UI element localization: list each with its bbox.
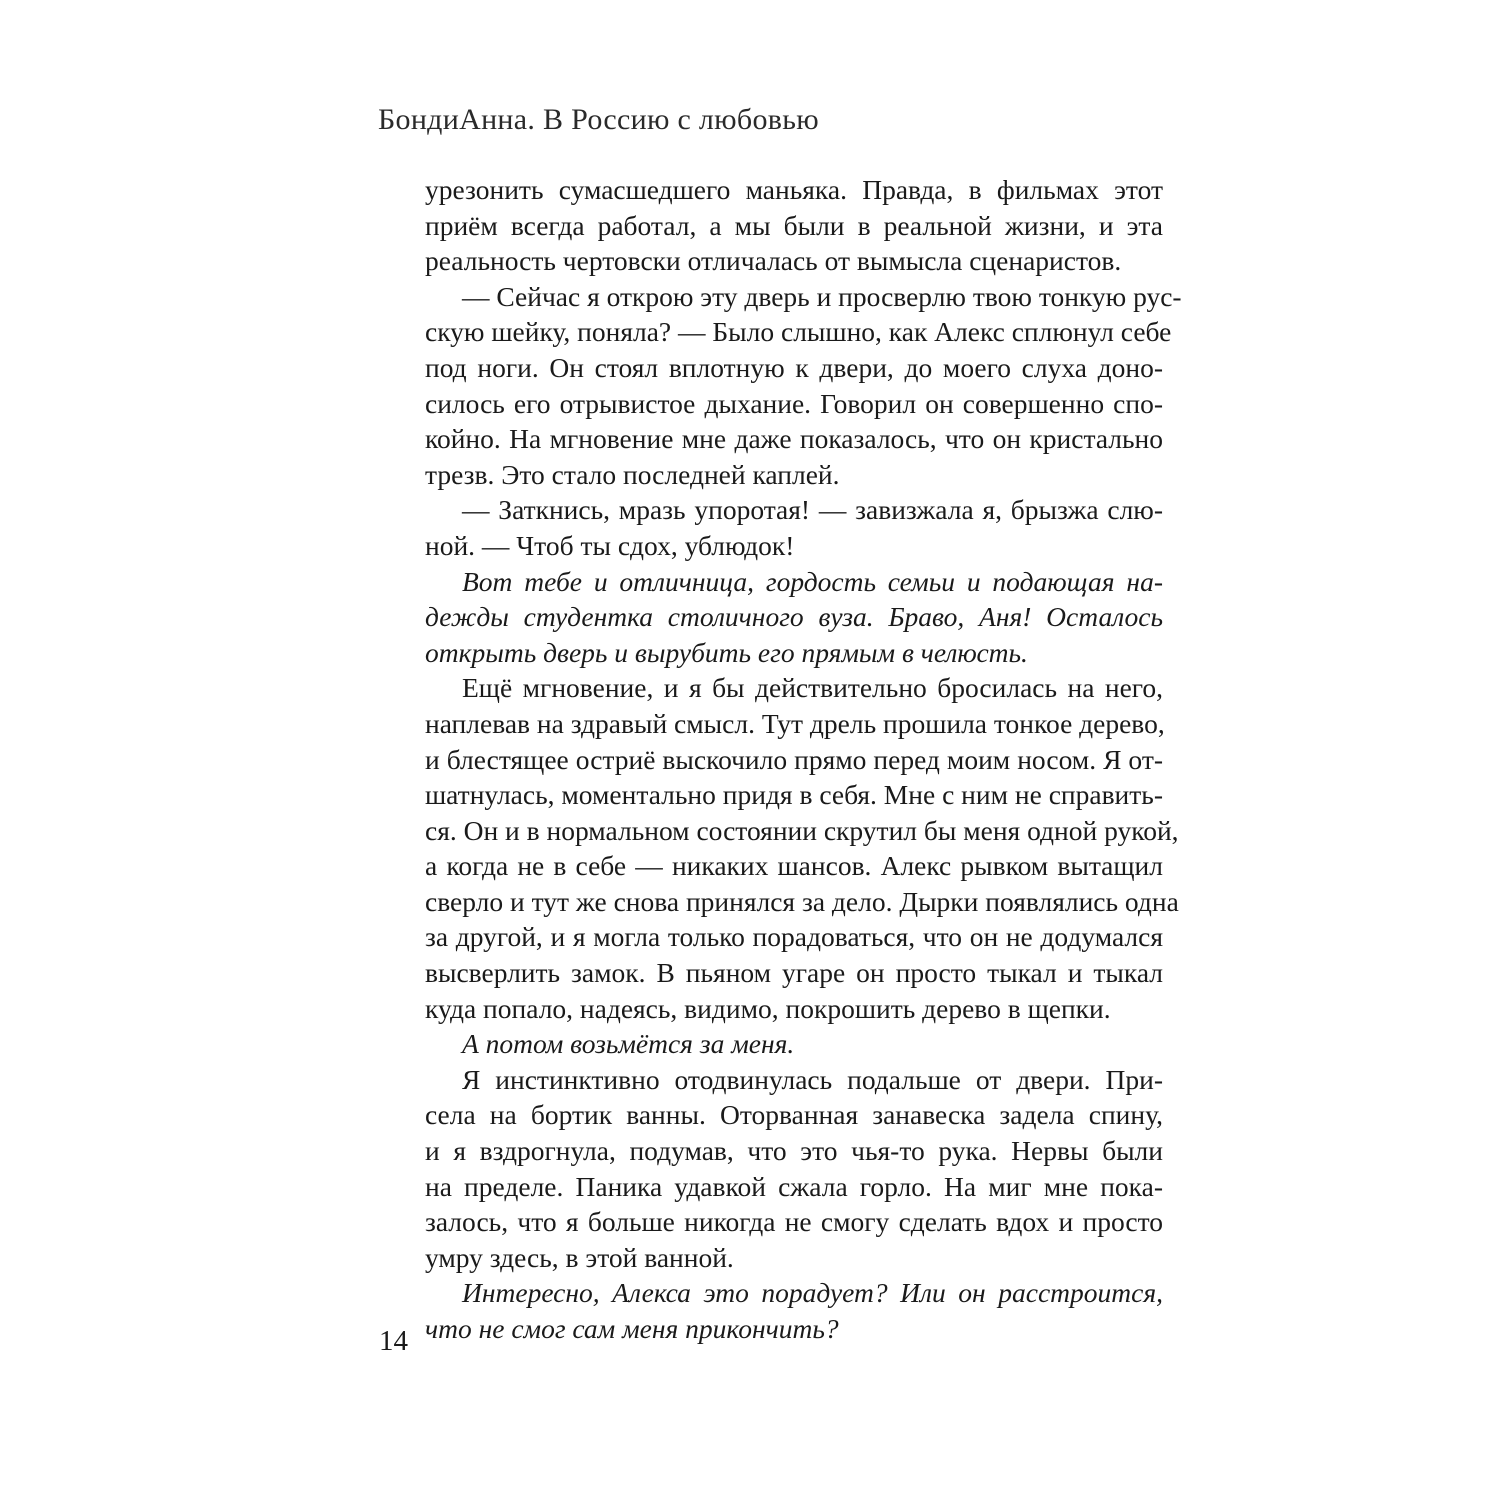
text-line: наплевав на здравый смысл. Тут дрель прошила тонкое дерево, (425, 707, 1165, 739)
text-line: Ещё мгновение, и я бы действительно бросилась на него, (462, 672, 1163, 704)
text-line: куда попало, надеясь, видимо, покрошить дерево в щепки. (425, 992, 1111, 1024)
text-line: скую шейку, поняла? — Было слышно, как Алекс сплюнул себе (425, 316, 1172, 348)
text-line: залось, что я больше никогда не смогу сделать вдох и просто (425, 1206, 1163, 1238)
text-line: открыть дверь и вырубить его прямым в челюсть. (425, 636, 1028, 668)
text-line: приём всегда работал, а мы были в реальной жизни, и эта (425, 209, 1163, 241)
text-line: на пределе. Паника удавкой сжала горло. На миг мне пока- (425, 1170, 1163, 1202)
text-line: — Заткнись, мразь упоротая! — завизжала я, брызжа слю- (462, 494, 1163, 526)
text-line: А потом возьмётся за меня. (462, 1028, 795, 1060)
page-number: 14 (379, 1325, 408, 1357)
text-line: под ноги. Он стоял вплотную к двери, до моего слуха доно- (425, 351, 1163, 383)
text-line: что не смог сам меня прикончить? (425, 1313, 839, 1344)
text-line: ся. Он и в нормальном состоянии скрутил бы меня одной рукой, (425, 814, 1179, 846)
text-line: и блестящее остриё выскочило прямо перед моим носом. Я от- (425, 743, 1163, 775)
text-line: урезонить сумасшедшего маньяка. Правда, в фильмах этот (425, 174, 1163, 205)
text-line: шатнулась, моментально придя в себя. Мне с ним не справить- (425, 779, 1163, 811)
body-text (425, 172, 1182, 1347)
text-line: силось его отрывистое дыхание. Говорил он совершенно спо- (425, 387, 1163, 419)
running-header: БондиАнна. В Россию с любовью (378, 103, 819, 136)
text-line: умру здесь, в этой ванной. (425, 1241, 734, 1273)
text-line: Интересно, Алекса это порадует? Или он расстроится, (462, 1277, 1163, 1309)
text-line: за другой, и я могла только порадоваться, что он не додумался (425, 921, 1163, 953)
text-line: ной. — Чтоб ты сдох, ублюдок! (425, 529, 795, 561)
text-line: высверлить замок. В пьяном угаре он просто тыкал и тыкал (425, 957, 1163, 989)
text-line: дежды студентка столичного вуза. Браво, Аня! Осталось (425, 601, 1163, 633)
text-line: Я инстинктивно отодвинулась подальше от двери. При- (462, 1063, 1163, 1095)
text-line: а когда не в себе — никаких шансов. Алекс рывком вытащил (425, 850, 1163, 882)
text-line: реальность чертовски отличалась от вымысла сценаристов. (425, 245, 1122, 277)
text-line: Вот тебе и отличница, гордость семьи и подающая на- (462, 565, 1163, 597)
text-line: — Сейчас я открою эту дверь и просверлю твою тонкую рус- (462, 280, 1182, 312)
text-line: и я вздрогнула, подумав, что это чья-то рука. Нервы были (425, 1135, 1163, 1167)
text-line: трезв. Это стало последней каплей. (425, 458, 840, 490)
text-line: койно. На мгновение мне даже показалось, что он кристально (425, 423, 1163, 455)
text-line: сверло и тут же снова принялся за дело. Дырки появлялись одна (425, 885, 1179, 917)
text-line: села на бортик ванны. Оторванная занавеска задела спину, (425, 1099, 1163, 1131)
